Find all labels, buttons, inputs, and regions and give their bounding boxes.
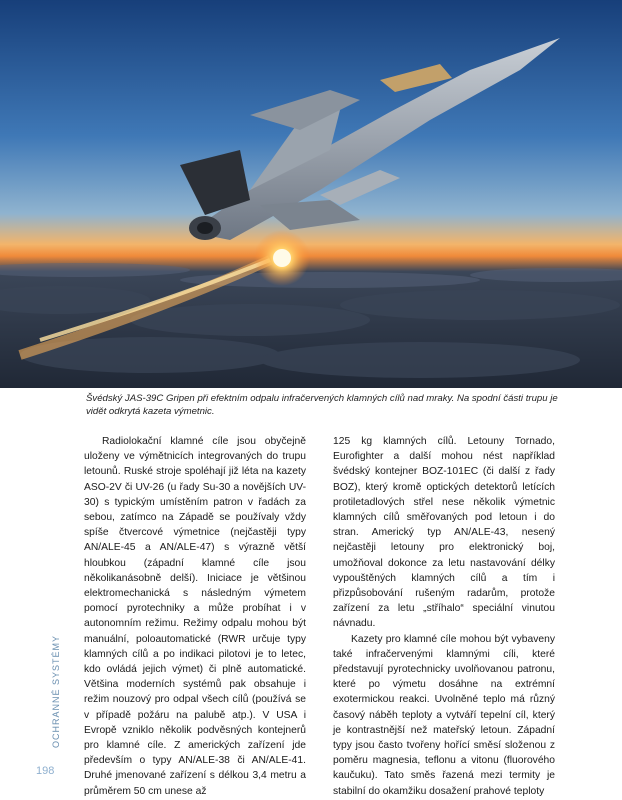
article-paragraph: Radiolokační klamné cíle jsou obyčejně uloženy ve výmětnicích integrovaných do trupu letounů. Ruské stroje spoléhají již léta na kazety ASO-2V či UV-26 (u řady Su-30 a novějších UV-30) s typickým umístěním patron v řadách za sebou, zatímco na Západě se používaly vždy spíše čtvercové výmetnice (nejčastěji typy AN/ALE-45 a AN/ALE-47) s výrazně větší hloubkou (západní klamné cíle jsou několikanásobně delší). Iniciace je většinou elektromechanická s následným výmetem pomocí pyrotechniky a může probíhat i v autonomním režimu. Režimy odpalu mohou být manuální, poloautomatické (RWR určuje typy klamných cílů a po indikaci pilotovi je to letec, kdo ovládá jejich výmet) či plně automatické. Většina moderních systémů pak obsahuje i režim nouzový pro odpal všech cílů (používá se v případě požáru na palubě atp.). V USA i Evropě vzniklo několik podvěsných kontejnerů pro klamné cíle. Z amerických zařízení jde především o typy AN/ALE-38 či AN/ALE-41. Druhé jmenované zařízení s délkou 3,4 metru a průměrem 50 cm unese až: [84, 436, 306, 797]
article-paragraph: Kazety pro klamné cíle mohou být vybaveny také infračervenými klamnými cíli, které představují pyrotechnicky uvolňovanou patronu, které po výmetu dosáhne na extrémní exotermickou reakci. Uvolněné teplo má různý časový náběh teploty a vytváří tepelní cíl, který je kontrastnější než mateřský letoun. Západní typy jsou často tvořeny hořící směsí složenou z poměru magnesia, teflonu a vitonu (fluorového kaučuku). Tato směs řazená mezi termity je stabilní do okamžiku dosažení prahové teploty: [333, 633, 555, 797]
article-paragraph: 125 kg klamných cílů. Letouny Tornado, Eurofighter a další mohou nést například švédský kontejner BOZ-101EC (či další z řady BOZ), který kromě optických detektorů letících protiletadlových střel nese několik výmetnic klamných cílů směřovaných pod letoun i do stran. Americký typ AN/ALE-43, nesený nejčastěji letouny pro elektronický boj, umožňoval dokonce za letu nastavování délky vypouštěných klamných cílů a tím i přizpůsobování rušeným radarům, protože zařízení za letu „stříhalo“ speciální vinutou návnadu.: [333, 436, 555, 630]
jet-photo-illustration: [0, 0, 622, 388]
photo-caption: Švédský JAS-39C Gripen při efektním odpalu infračervených klamných cílů nad mraky. Na spodní části trupu je vidět odkrytá kazeta výmetnic.: [86, 393, 558, 418]
page-number: 198: [36, 765, 55, 777]
article-column-left: [84, 434, 306, 799]
hero-photo: [0, 0, 622, 388]
section-side-label: OCHRANNÉ SYSTÉMY: [51, 634, 61, 748]
article-column-right: [333, 434, 555, 799]
